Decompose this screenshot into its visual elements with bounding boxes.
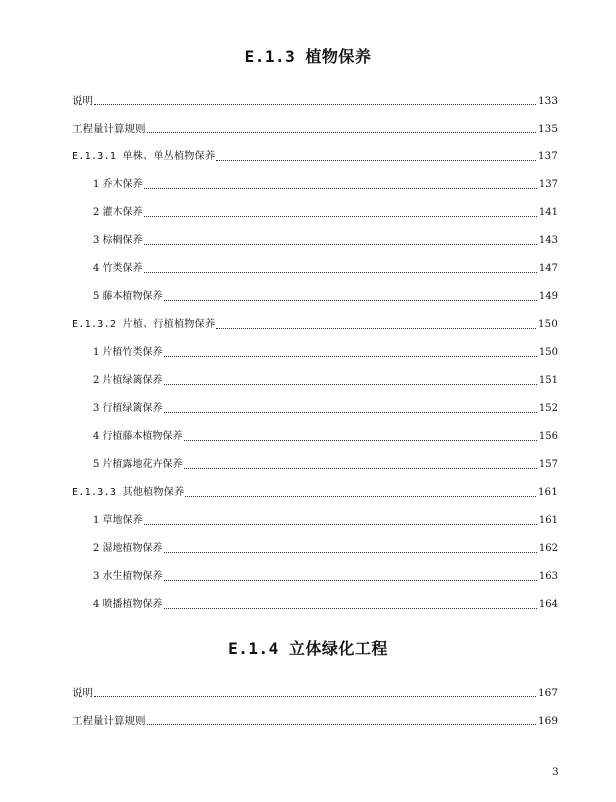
toc-entry[interactable] [72,712,558,728]
toc-entry-page: 161 [538,487,558,498]
toc-entry-page: 161 [538,515,558,526]
toc-entry-page: 167 [537,687,558,699]
toc-entry-page: 157 [538,459,558,470]
toc-entry-page: 149 [538,291,558,302]
toc-entry-label: E.1.3.3 其他植物保养 [72,487,185,498]
toc-entry-label: 1 片植竹类保养 [93,347,163,358]
toc-entry-label: 1 草地保养 [93,515,143,526]
toc-entry-label: 1 乔木保养 [93,179,143,190]
toc-entry-label: 4 行植藤本植物保养 [93,431,183,442]
toc-entry-label: 4 喷播植物保养 [93,599,163,610]
page-number: 3 [552,766,559,778]
leader-dots [147,723,536,725]
toc-entry-page: 135 [537,123,558,135]
toc-entry-label: 2 灌木保养 [93,207,143,218]
toc-entry-label: E.1.3.1 单株、单丛植物保养 [72,151,216,162]
toc-entry-label: 工程量计算规则 [72,123,146,135]
toc-entry-page: 137 [538,151,558,162]
toc-entry-page: 133 [537,95,558,107]
toc-entry-page: 147 [538,263,558,274]
section-heading-e14: E.1.4 立体绿化工程 [228,639,388,658]
toc-entry-page: 163 [538,571,558,582]
toc-entry[interactable] [72,684,558,700]
toc-entry-page: 141 [538,207,558,218]
toc-entry-label: 说明 [72,95,93,107]
toc-entry-label: 4 竹类保养 [93,263,143,274]
toc-entry-page: 164 [538,599,558,610]
toc-entry-page: 162 [538,543,558,554]
toc-entry-label: 2 湿地植物保养 [93,543,163,554]
toc-entry-label: 5 藤本植物保养 [93,291,163,302]
leader-dots [94,695,536,697]
toc-entry-label: 3 水生植物保养 [93,571,163,582]
toc-entry-page: 151 [538,375,558,386]
toc-entry-page: 156 [538,431,558,442]
toc-entry-label: 2 片植绿篱保养 [93,375,163,386]
toc-entry-label: 说明 [72,687,93,699]
toc-entry-page: 137 [538,179,558,190]
toc-entry-page: 150 [538,347,558,358]
toc-entry-label: E.1.3.2 片植、行植植物保养 [72,319,216,330]
toc-entry-page: 150 [538,319,558,330]
toc-entry-page: 143 [538,235,558,246]
toc-entry-label: 5 片植露地花卉保养 [93,459,183,470]
toc-entry-page: 152 [538,403,558,414]
toc-entry-label: 工程量计算规则 [72,715,146,727]
toc-entry-page: 169 [537,715,558,727]
toc-entry-label: 3 行植绿篱保养 [93,403,163,414]
section-heading-e13: E.1.3 植物保养 [244,47,372,66]
toc-entry-label: 3 棕榈保养 [93,235,143,246]
